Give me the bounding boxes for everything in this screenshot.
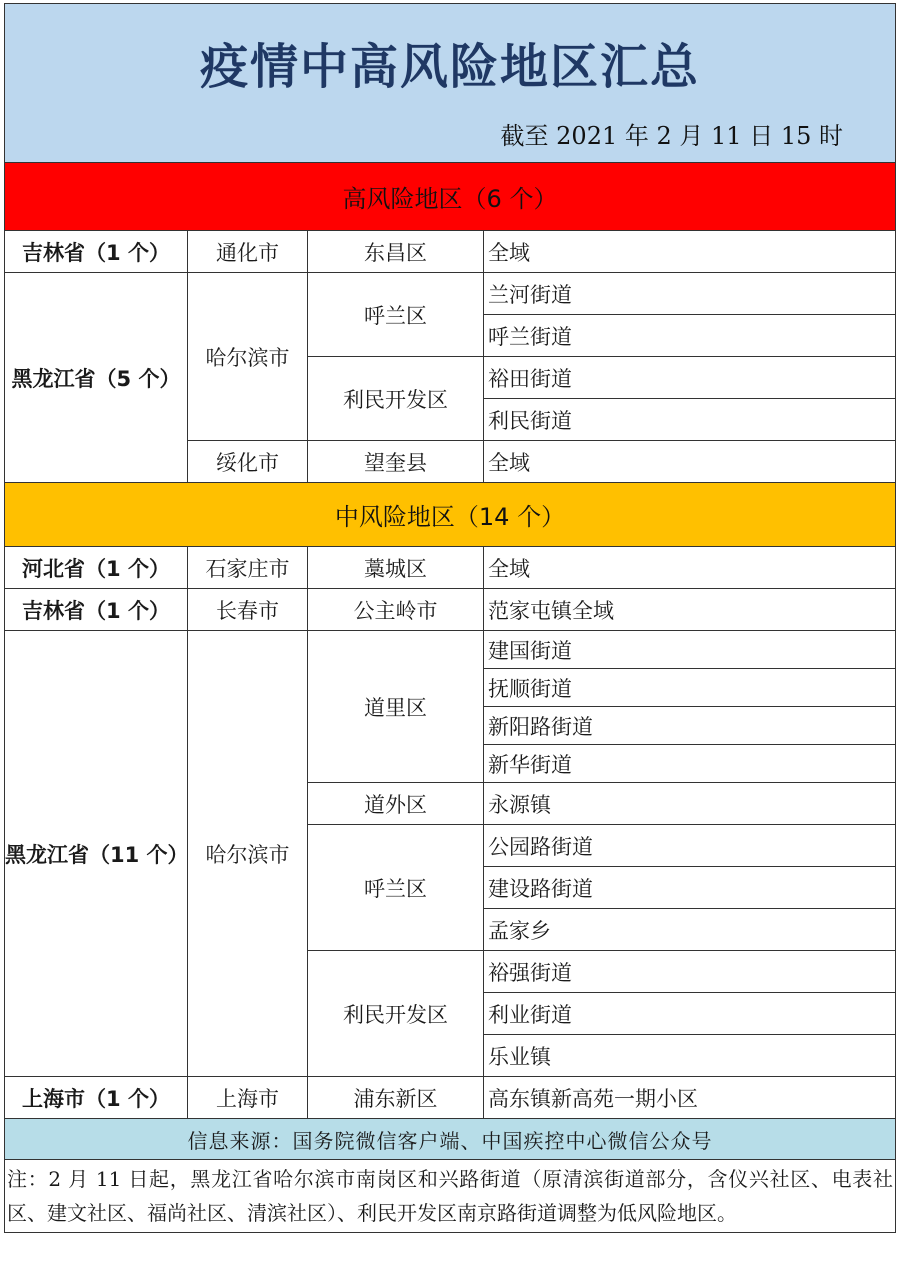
source-footer: 信息来源：国务院微信客户端、中国疾控中心微信公众号 xyxy=(5,1119,896,1160)
city-cell: 通化市 xyxy=(188,231,308,273)
as-of-timestamp: 截至 2021 年 2 月 11 日 15 时 xyxy=(500,122,843,150)
city-cell: 哈尔滨市 xyxy=(188,631,308,1077)
city-cell: 哈尔滨市 xyxy=(188,273,308,441)
district-cell: 道里区 xyxy=(308,631,484,783)
district-cell: 呼兰区 xyxy=(308,825,484,951)
area-cell: 兰河街道 xyxy=(484,273,896,315)
province-cell: 吉林省（1 个） xyxy=(5,589,188,631)
area-cell: 孟家乡 xyxy=(484,909,896,951)
district-cell: 东昌区 xyxy=(308,231,484,273)
area-cell: 新阳路街道 xyxy=(484,707,896,745)
city-cell: 绥化市 xyxy=(188,441,308,483)
area-cell: 全域 xyxy=(484,441,896,483)
province-cell: 河北省（1 个） xyxy=(5,547,188,589)
district-cell: 望奎县 xyxy=(308,441,484,483)
area-cell: 裕田街道 xyxy=(484,357,896,399)
area-cell: 新华街道 xyxy=(484,745,896,783)
city-cell: 上海市 xyxy=(188,1077,308,1119)
district-cell: 公主岭市 xyxy=(308,589,484,631)
table-row xyxy=(5,547,896,589)
table-row xyxy=(5,1077,896,1119)
area-cell: 范家屯镇全域 xyxy=(484,589,896,631)
province-cell: 黑龙江省（11 个） xyxy=(5,631,188,1077)
province-cell: 黑龙江省（5 个） xyxy=(5,273,188,483)
district-cell: 利民开发区 xyxy=(308,357,484,441)
note-text: 注：2 月 11 日起，黑龙江省哈尔滨市南岗区和兴路街道（原清滨街道部分，含仪兴社区、电表社区、建文社区、福尚社区、清滨社区）、利民开发区南京路街道调整为低风险地区。 xyxy=(5,1160,896,1233)
area-cell: 高东镇新高苑一期小区 xyxy=(484,1077,896,1119)
area-cell: 全域 xyxy=(484,231,896,273)
area-cell: 全域 xyxy=(484,547,896,589)
table-row xyxy=(5,589,896,631)
header-banner xyxy=(4,3,896,163)
district-cell: 藁城区 xyxy=(308,547,484,589)
summary-sheet xyxy=(4,3,896,1259)
area-cell: 公园路街道 xyxy=(484,825,896,867)
table-row xyxy=(5,231,896,273)
province-cell: 上海市（1 个） xyxy=(5,1077,188,1119)
table-row xyxy=(5,631,896,669)
area-cell: 永源镇 xyxy=(484,783,896,825)
area-cell: 利业街道 xyxy=(484,993,896,1035)
city-cell: 长春市 xyxy=(188,589,308,631)
area-cell: 利民街道 xyxy=(484,399,896,441)
area-cell: 建设路街道 xyxy=(484,867,896,909)
area-cell: 抚顺街道 xyxy=(484,669,896,707)
high-risk-heading: 高风险地区（6 个） xyxy=(5,163,896,231)
page-title: 疫情中高风险地区汇总 xyxy=(199,39,700,95)
district-cell: 呼兰区 xyxy=(308,273,484,357)
mid-risk-heading: 中风险地区（14 个） xyxy=(5,483,896,547)
table-row xyxy=(5,273,896,315)
district-cell: 浦东新区 xyxy=(308,1077,484,1119)
risk-area-table xyxy=(4,162,896,1233)
province-cell: 吉林省（1 个） xyxy=(5,231,188,273)
district-cell: 道外区 xyxy=(308,783,484,825)
area-cell: 建国街道 xyxy=(484,631,896,669)
city-cell: 石家庄市 xyxy=(188,547,308,589)
area-cell: 裕强街道 xyxy=(484,951,896,993)
district-cell: 利民开发区 xyxy=(308,951,484,1077)
area-cell: 呼兰街道 xyxy=(484,315,896,357)
area-cell: 乐业镇 xyxy=(484,1035,896,1077)
